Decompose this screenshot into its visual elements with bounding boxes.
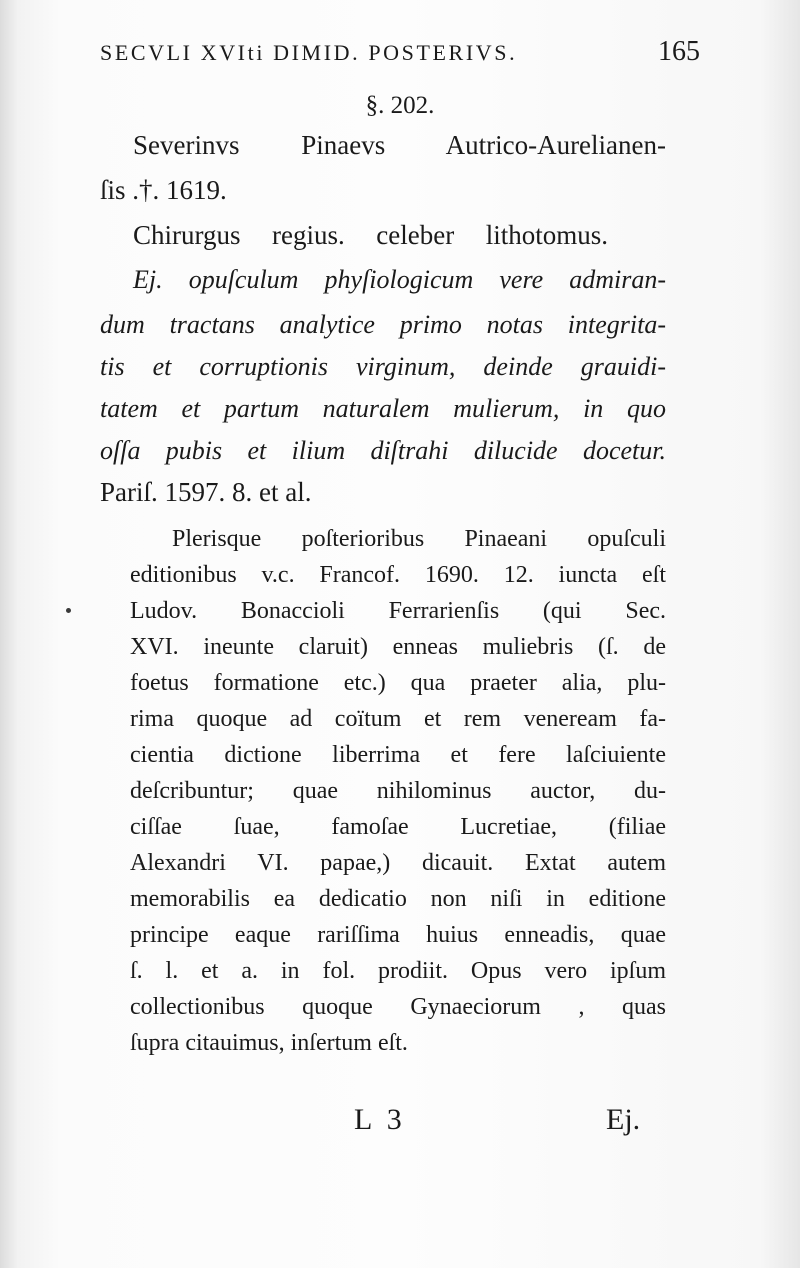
commentary-line: Alexandri VI. papae,) dicauit. Extat autem xyxy=(130,850,666,876)
commentary-line: Ludov. Bonaccioli Ferrarienſis (qui Sec. xyxy=(130,598,666,624)
commentary-line: rima quoque ad coïtum et rem veneream fa- xyxy=(130,706,666,732)
entry-author-line: Severinvs Pinaevs Autrico-Aurelianen- xyxy=(133,130,666,160)
ink-speck xyxy=(66,608,71,613)
commentary-line: collectionibus quoque Gynaeciorum , quas xyxy=(130,994,666,1020)
work-imprint-line: Pariſ. 1597. 8. et al. xyxy=(100,477,312,507)
commentary-line: foetus formatione etc.) qua praeter alia, plu- xyxy=(130,670,666,696)
commentary-line: XVI. ineunte claruit) enneas muliebris (ſ. de xyxy=(130,634,666,660)
running-header xyxy=(100,36,700,67)
work-title-line: tatem et partum naturalem mulierum, in quo xyxy=(100,394,666,423)
commentary-line: ſ. l. et a. in fol. prodiit. Opus vero ipſum xyxy=(130,958,666,984)
commentary-line: principe eaque rariſſima huius enneadis, quae xyxy=(130,922,666,948)
section-mark: §. 202. xyxy=(365,92,435,119)
commentary-line: editionibus v.c. Francof. 1690. 12. iuncta eſt xyxy=(130,562,666,588)
catchword: Ej. xyxy=(606,1103,641,1136)
entry-date-line: ſis .†. 1619. xyxy=(100,175,227,205)
work-title-line: oſſa pubis et ilium diſtrahi dilucide docetur. xyxy=(100,436,666,465)
commentary-line: deſcribuntur; quae nihilominus auctor, du- xyxy=(130,778,666,804)
commentary-line: ciſſae ſuae, famoſae Lucretiae, (filiae xyxy=(130,814,666,840)
running-title: SECVLI XVIti DIMID. POSTERIVS. xyxy=(100,40,518,65)
commentary-line: ſupra citauimus, inſertum eſt. xyxy=(130,1030,408,1056)
work-title-line: tis et corruptionis virginum, deinde grauidi- xyxy=(100,352,666,381)
entry-occupation-line: Chirurgus regius. celeber lithotomus. xyxy=(133,220,608,250)
work-title-line: dum tractans analytice primo notas integrita- xyxy=(100,310,666,339)
page-number: 165 xyxy=(658,36,700,67)
signature-mark: L 3 xyxy=(354,1103,406,1136)
commentary-line: memorabilis ea dedicatio non niſi in editione xyxy=(130,886,666,912)
commentary-line: Plerisque poſterioribus Pinaeani opuſculi xyxy=(172,526,666,552)
work-title-line: Ej. opuſculum phyſiologicum vere admiran- xyxy=(133,265,666,294)
commentary-line: cientia dictione liberrima et fere laſciuiente xyxy=(130,742,666,768)
